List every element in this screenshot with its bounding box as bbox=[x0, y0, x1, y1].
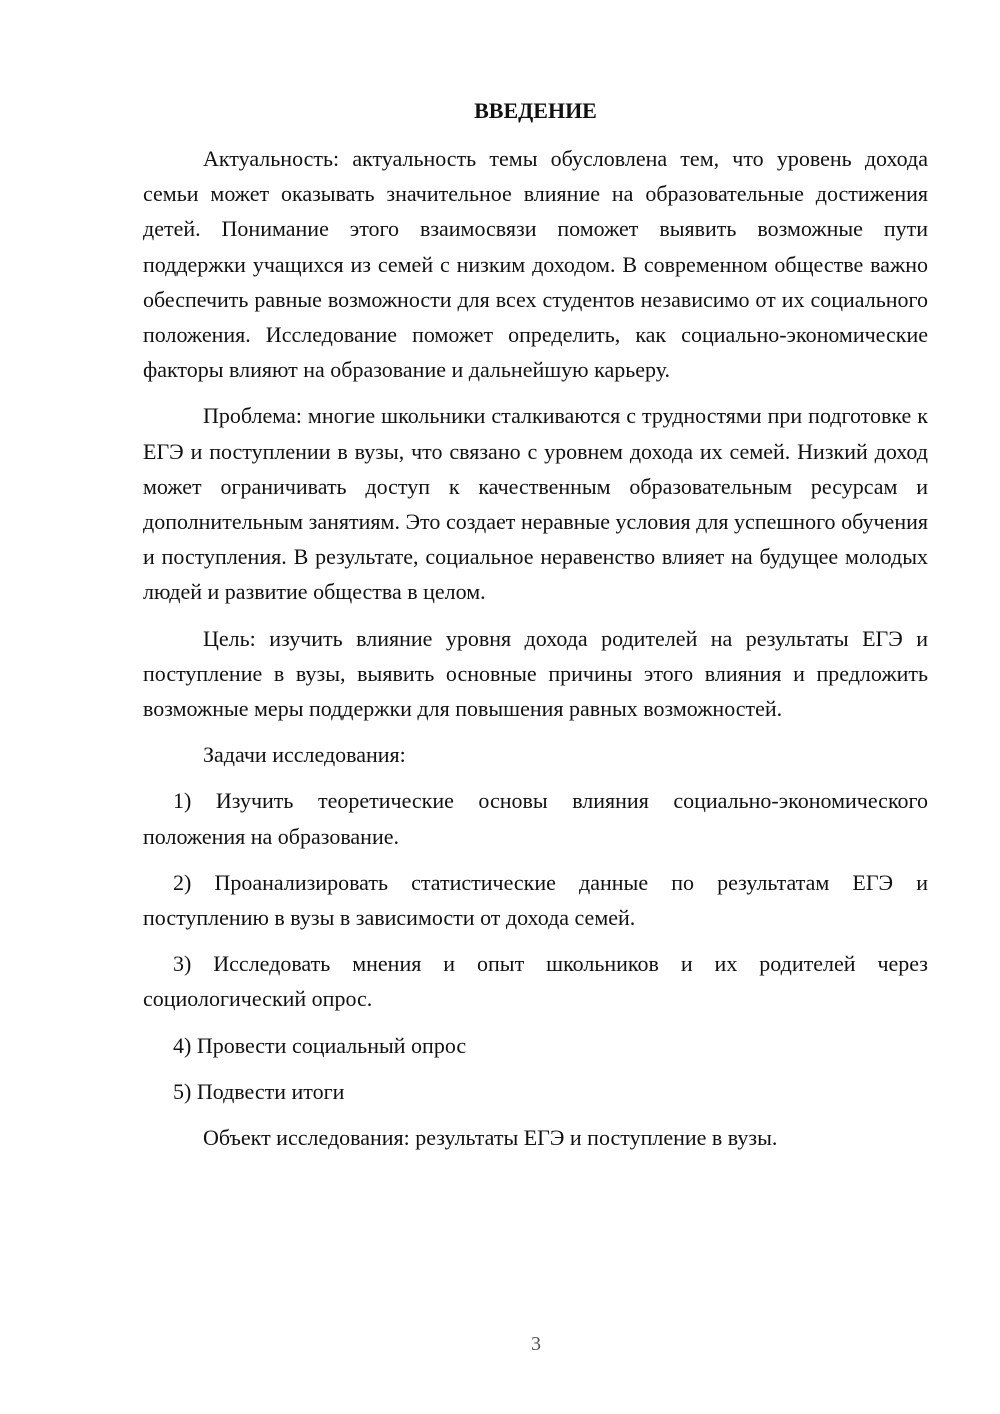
research-object-paragraph: Объект исследования: результаты ЕГЭ и поступление в вузы. bbox=[203, 1125, 778, 1151]
problem-paragraph: Проблема: многие школьники сталкиваются с трудностями при подготовке к ЕГЭ и поступлении в вузы, что связано с уровнем дохода их семей. Низкий доход может ограничивать доступ к качественным образовательным ресурсам и дополнительным занятиям. Это создает неравные условия для успешного обучения и поступления. В результате, социальное неравенство влияет на будущее молодых людей и развитие общества в целом. bbox=[143, 403, 928, 605]
page-number: 3 bbox=[531, 1333, 541, 1355]
task-item: 2) Проанализировать статистические данные по результатам ЕГЭ и поступлению в вузы в зависимости от дохода семей. bbox=[143, 869, 928, 931]
task-item: 3) Исследовать мнения и опыт школьников и их родителей через социологический опрос. bbox=[143, 951, 928, 1012]
page-content bbox=[143, 95, 928, 1166]
section-title: ВВЕДЕНИЕ bbox=[474, 98, 597, 123]
relevance-paragraph: Актуальность: актуальность темы обусловлена тем, что уровень дохода семьи может оказывать значительное влияние на образовательные достижения детей. Понимание этого взаимосвязи поможет выявить возможные пути поддержки учащихся из семей с низким доходом. В современном обществе важно обеспечить равные возможности для всех студентов независимо от их социального положения. Исследование поможет определить, как социально-экономические факторы влияют на образование и дальнейшую карьеру. bbox=[143, 146, 928, 383]
task-item: 5) Подвести итоги bbox=[173, 1078, 345, 1104]
task-item: 4) Провести социальный опрос bbox=[173, 1032, 467, 1058]
goal-paragraph: Цель: изучить влияние уровня дохода родителей на результаты ЕГЭ и поступление в вузы, выявить основные причины этого влияния и предложить возможные меры поддержки для повышения равных возможностей. bbox=[143, 625, 928, 722]
tasks-heading: Задачи исследования: bbox=[203, 742, 406, 768]
task-item: 1) Изучить теоретические основы влияния социально-экономического положения на образование. bbox=[143, 788, 928, 849]
